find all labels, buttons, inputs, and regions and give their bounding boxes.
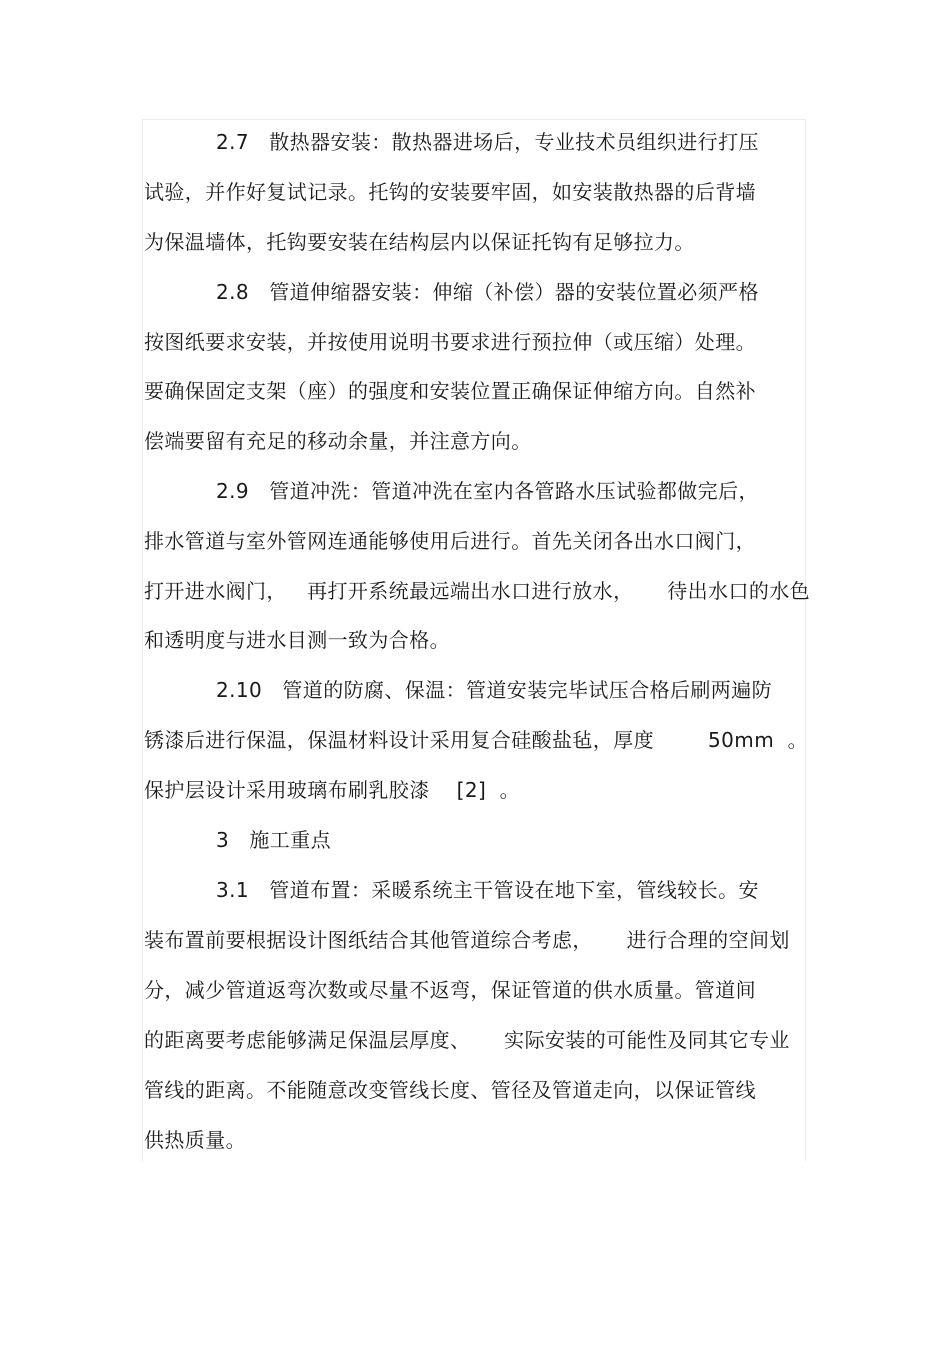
paragraph-2-10-line-3: 保护层设计采用玻璃布刷乳胶漆 [2] 。 <box>144 778 521 802</box>
paragraph-2-7-line-3: 为保温墙体，托钩要安装在结构层内以保证托钩有足够拉力。 <box>144 230 695 254</box>
paragraph-3-1-line-4: 的距离要考虑能够满足保温层厚度、 实际安装的可能性及同其它专业 <box>144 1028 790 1052</box>
paragraph-3-1-line-5: 管线的距离。不能随意改变管线长度、管径及管道走向，以保证管线 <box>144 1078 756 1102</box>
paragraph-2-10-line-1: 2.10 管道的防腐、保温：管道安装完毕试压合格后刷两遍防 <box>216 678 773 702</box>
paragraph-3-1-line-6: 供热质量。 <box>144 1128 246 1152</box>
paragraph-2-9-line-1: 2.9 管道冲洗：管道冲洗在室内各管路水压试验都做完后， <box>216 479 759 503</box>
paragraph-2-8-line-3: 要确保固定支架（座）的强度和安装位置正确保证伸缩方向。自然补 <box>144 379 756 403</box>
paragraph-2-7-line-2: 试验，并作好复试记录。托钩的安装要牢固，如安装散热器的后背墙 <box>144 180 756 204</box>
paragraph-2-10-line-2: 锈漆后进行保温，保温材料设计采用复合硅酸盐毡，厚度 50mm 。 <box>144 728 808 752</box>
paragraph-3-1-line-2: 装布置前要根据设计图纸结合其他管道综合考虑， 进行合理的空间划 <box>144 928 790 952</box>
paragraph-2-8-line-1: 2.8 管道伸缩器安装：伸缩（补偿）器的安装位置必须严格 <box>216 280 759 304</box>
section-3-heading: 3 施工重点 <box>216 828 331 852</box>
paragraph-2-7-line-1: 2.7 散热器安装：散热器进场后，专业技术员组织进行打压 <box>216 130 759 154</box>
paragraph-3-1-line-1: 3.1 管道布置：采暖系统主干管设在地下室，管线较长。安 <box>216 878 759 902</box>
paragraph-2-9-line-2: 排水管道与室外管网连通能够使用后进行。首先关闭各出水口阀门， <box>144 529 756 553</box>
paragraph-3-1-line-3: 分，减少管道返弯次数或尽量不返弯，保证管道的供水质量。管道间 <box>144 978 756 1002</box>
paragraph-2-8-line-2: 按图纸要求安装，并按使用说明书要求进行预拉伸（或压缩）处理。 <box>144 330 756 354</box>
paragraph-2-9-line-3: 打开进水阀门， 再打开系统最远端出水口进行放水， 待出水口的水色 <box>144 579 811 603</box>
paragraph-2-9-line-4: 和透明度与进水目测一致为合格。 <box>144 628 450 652</box>
paragraph-2-8-line-4: 偿端要留有充足的移动余量，并注意方向。 <box>144 429 532 453</box>
